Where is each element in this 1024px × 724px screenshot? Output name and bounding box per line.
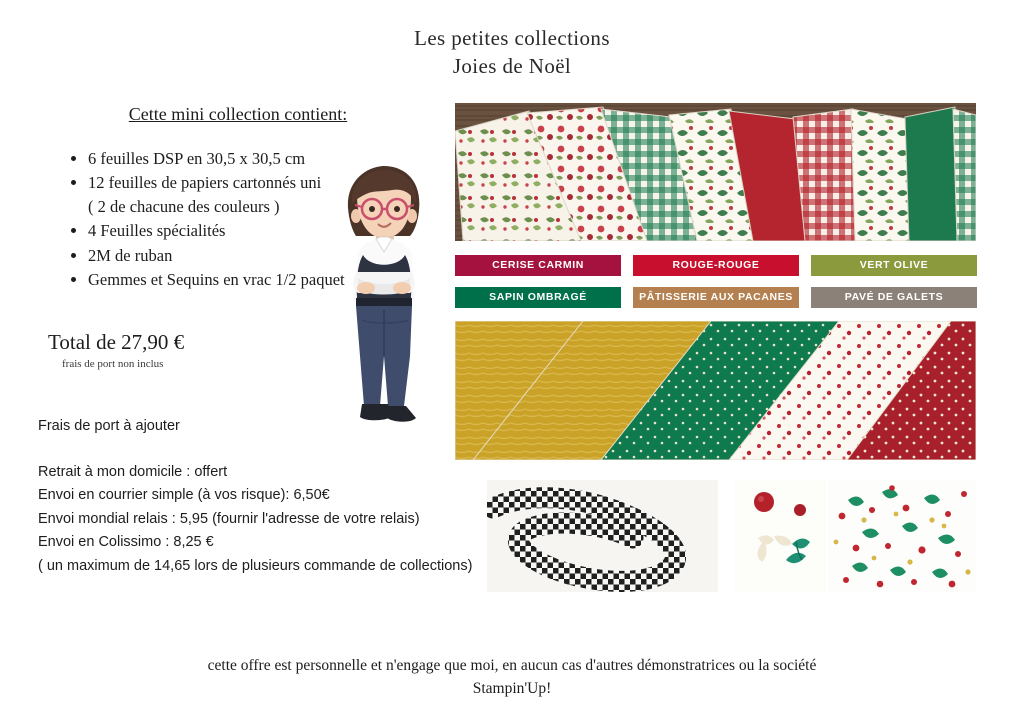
- swatch-rouge-rouge: ROUGE-ROUGE: [633, 255, 799, 276]
- shipping-option: Envoi en courrier simple (à vos risque): 6,50€: [38, 487, 330, 504]
- mascot-illustration: [318, 160, 448, 435]
- shipping-title: Frais de port à ajouter: [38, 418, 180, 434]
- swatch-sapin-ombrage: SAPIN OMBRAGÉ: [455, 287, 621, 308]
- swatch-vert-olive: VERT OLIVE: [811, 255, 977, 276]
- photo-specialty-sheets: [455, 321, 976, 460]
- list-item: • 6 feuilles DSP en 30,5 x 30,5 cm: [88, 147, 438, 170]
- photo-gingham-ribbon: [487, 480, 718, 592]
- footer-disclaimer: [0, 654, 1024, 701]
- shipping-note: ( un maximum de 14,65 lors de plusieurs commande de collections): [38, 557, 473, 574]
- page-title: [0, 24, 1024, 81]
- title-line-2: Joies de Noël: [452, 54, 572, 79]
- shipping-option: Envoi mondial relais : 5,95 (fournir l'adresse de votre relais): [38, 510, 420, 527]
- photo-sequins-gems: [828, 480, 976, 592]
- swatch-cerise-carmin: CERISE CARMIN: [455, 255, 621, 276]
- total-price: Total de 27,90 €: [48, 329, 185, 354]
- footer-line-1: cette offre est personnelle et n'engage que moi, en aucun cas d'autres démonstratrices ou la société: [207, 657, 817, 674]
- color-swatch-grid: [455, 255, 976, 308]
- list-item-label: 12 feuilles de papiers cartonnés uni: [88, 173, 322, 193]
- footer-line-2: Stampin'Up!: [472, 680, 552, 698]
- photo-embellishments: [734, 480, 826, 592]
- title-line-1: Les petites collections: [414, 26, 610, 50]
- list-item: • Gemmes et Sequins en vrac 1/2 paquet: [88, 268, 438, 291]
- list-item: • 2M de ruban: [88, 244, 438, 267]
- swatch-patisserie-aux-pacanes: PÂTISSERIE AUX PACANES: [633, 287, 799, 308]
- total-price-note: frais de port non inclus: [62, 357, 164, 370]
- contents-heading: Cette mini collection contient:: [128, 104, 348, 124]
- shipping-info: [38, 418, 508, 578]
- shipping-option: Envoi en Colissimo : 8,25 €: [38, 534, 214, 551]
- swatch-pave-de-galets: PAVÉ DE GALETS: [811, 287, 977, 308]
- list-item-sublabel: ( 2 de chacune des couleurs ): [88, 196, 280, 216]
- shipping-option: Retrait à mon domicile : offert: [38, 464, 228, 480]
- list-item: • 4 Feuilles spécialités: [88, 219, 438, 242]
- photo-dsp-sheets: [455, 103, 976, 241]
